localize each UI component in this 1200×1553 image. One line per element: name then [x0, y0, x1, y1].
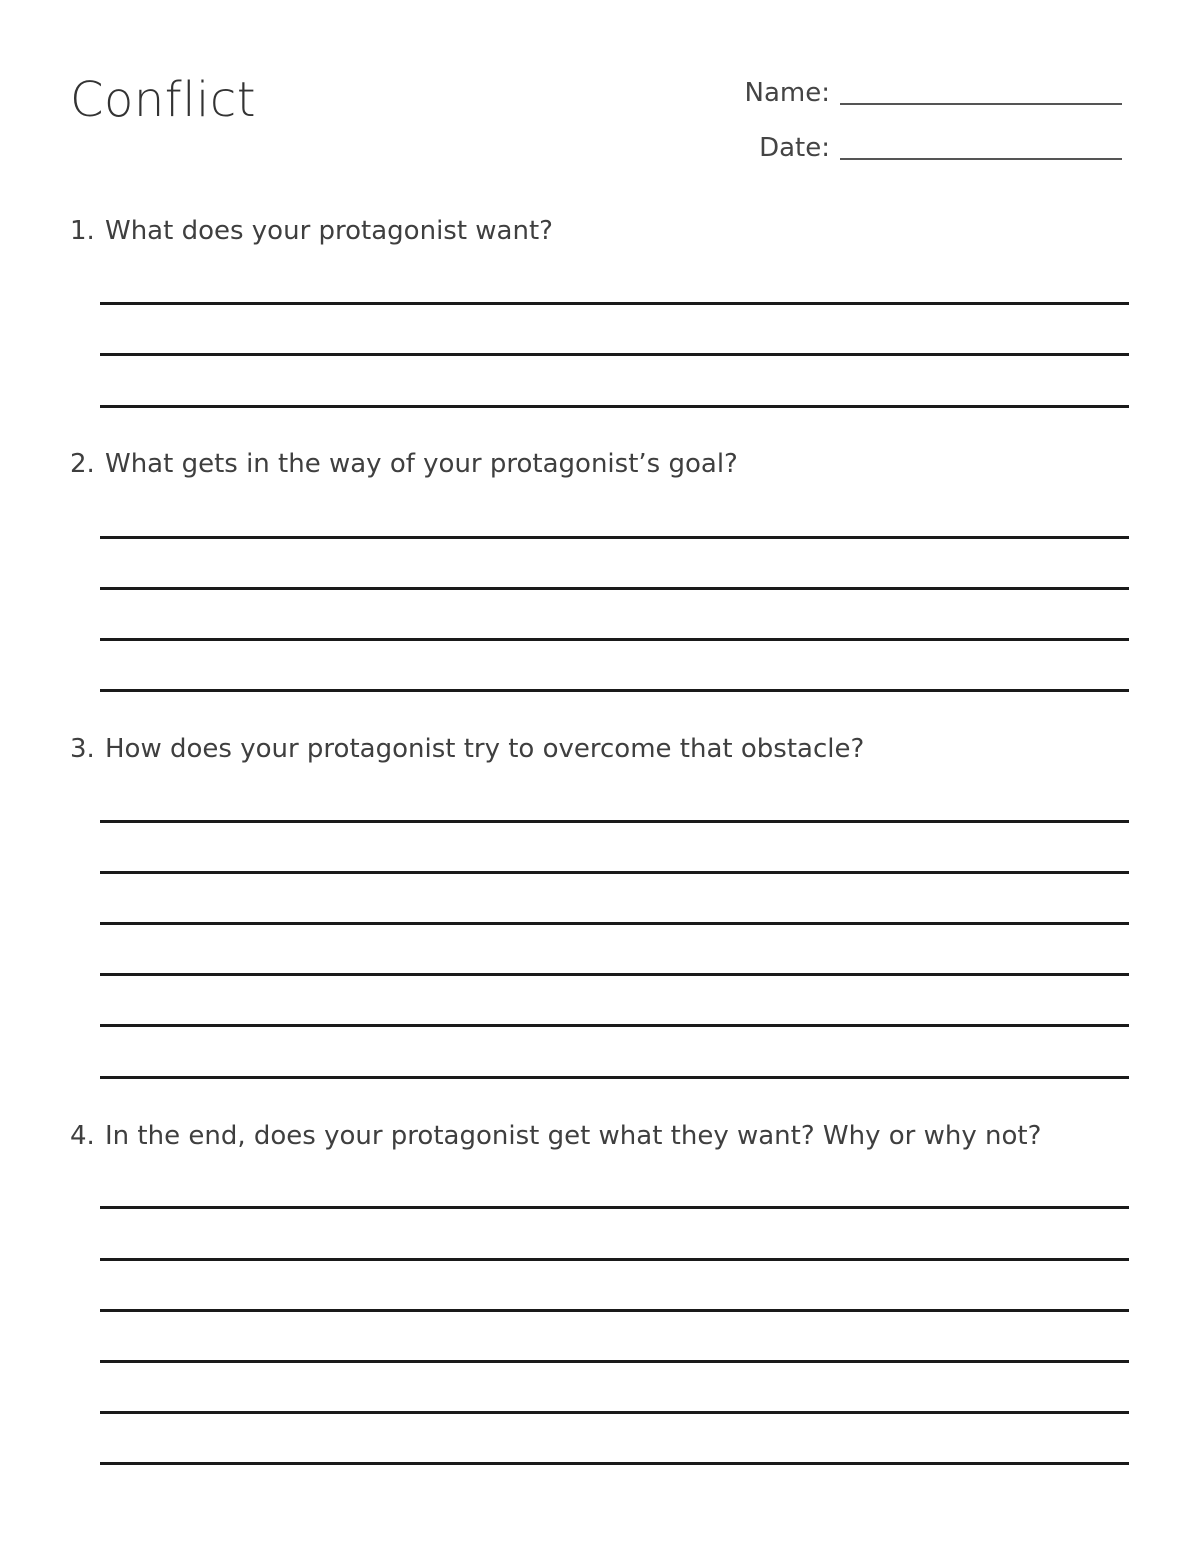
question-text: What does your protagonist want?	[105, 216, 553, 246]
question-text: In the end, does your protagonist get what they want? Why or why not?	[105, 1121, 1042, 1151]
page-title: Conflict	[70, 72, 257, 128]
name-label: Name:	[744, 78, 830, 108]
date-label: Date:	[759, 133, 830, 163]
answer-line[interactable]	[100, 973, 1129, 976]
answer-line[interactable]	[100, 1258, 1129, 1261]
answer-line[interactable]	[100, 638, 1129, 641]
answer-line[interactable]	[100, 1411, 1129, 1414]
question-number: 3.	[70, 734, 95, 764]
question-4	[70, 1120, 1041, 1152]
answer-line[interactable]	[100, 536, 1129, 539]
answer-line[interactable]	[100, 587, 1129, 590]
question-number: 1.	[70, 216, 95, 246]
question-2	[70, 448, 738, 480]
date-field-row	[690, 133, 1122, 163]
question-number: 2.	[70, 449, 95, 479]
answer-line[interactable]	[100, 353, 1129, 356]
question-text: How does your protagonist try to overcome that obstacle?	[105, 734, 865, 764]
name-field-row	[690, 78, 1122, 108]
date-field-line[interactable]	[840, 158, 1122, 160]
answer-line[interactable]	[100, 405, 1129, 408]
answer-line[interactable]	[100, 922, 1129, 925]
answer-line[interactable]	[100, 820, 1129, 823]
answer-line[interactable]	[100, 871, 1129, 874]
name-field-line[interactable]	[840, 103, 1122, 105]
answer-line[interactable]	[100, 1024, 1129, 1027]
question-3	[70, 733, 864, 765]
answer-line[interactable]	[100, 1206, 1129, 1209]
answer-line[interactable]	[100, 1309, 1129, 1312]
answer-line[interactable]	[100, 689, 1129, 692]
question-number: 4.	[70, 1121, 95, 1151]
answer-line[interactable]	[100, 1076, 1129, 1079]
answer-line[interactable]	[100, 1462, 1129, 1465]
answer-line[interactable]	[100, 1360, 1129, 1363]
answer-line[interactable]	[100, 302, 1129, 305]
question-1	[70, 215, 553, 247]
question-text: What gets in the way of your protagonist’s goal?	[105, 449, 738, 479]
